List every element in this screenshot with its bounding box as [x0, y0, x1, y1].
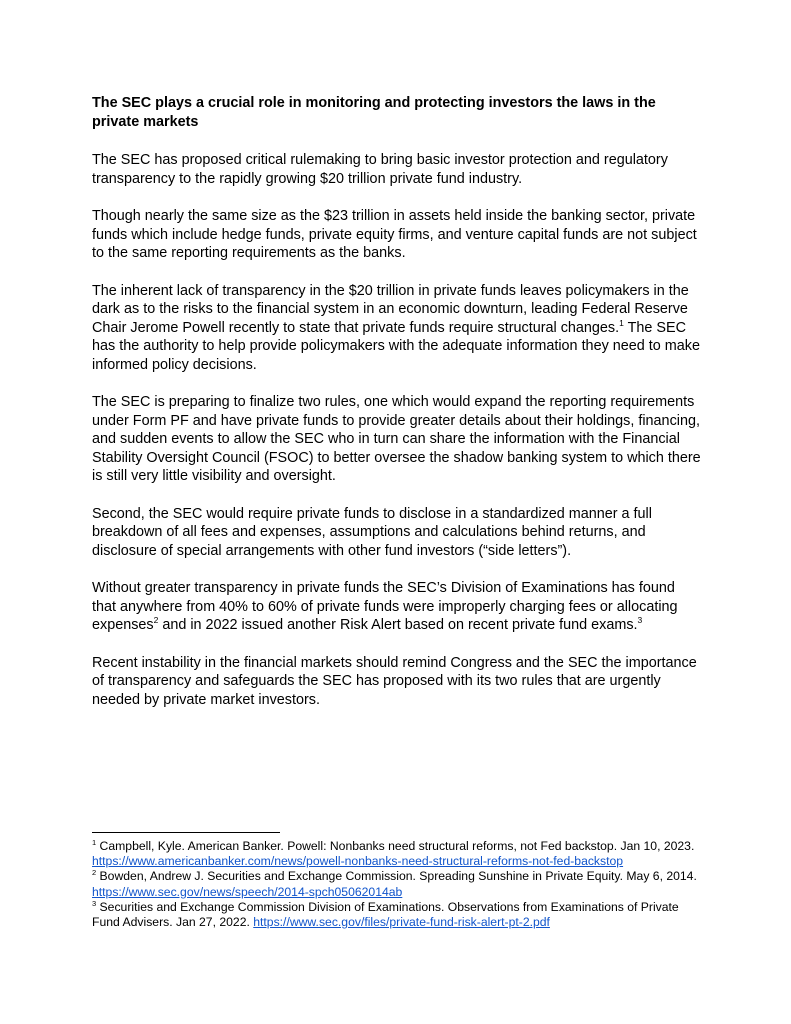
footnote-3	[92, 900, 707, 930]
paragraph-6	[92, 579, 702, 635]
footnote-text: Securities and Exchange Commission Division of Examinations. Observations from Examinations of Private Fund Advisers. Jan 27, 2022.	[92, 899, 679, 930]
paragraph-7: Recent instability in the financial markets should remind Congress and the SEC the importance of transparency and safeguards the SEC has proposed with its two rules that are urgently needed by private market investors.	[92, 654, 697, 708]
paragraph-2: Though nearly the same size as the $23 trillion in assets held inside the banking sector, private funds which include hedge funds, private equity firms, and venture capital funds are not subject to the same reporting requirements as the banks.	[92, 208, 697, 261]
footnote-ref-3[interactable]: 3	[637, 615, 643, 625]
footnote-link[interactable]: https://www.sec.gov/news/speech/2014-spch05062014ab	[92, 884, 403, 899]
footnote-link[interactable]: https://www.sec.gov/files/private-fund-risk-alert-pt-2.pdf	[253, 915, 550, 930]
document-body	[92, 94, 702, 709]
footnote-2	[92, 869, 707, 899]
paragraph-3-text-b: The SEC has the authority to help provide policymakers with the adequate information they need to make informed policy decisions.	[92, 319, 700, 373]
footnote-number: 2	[92, 868, 97, 878]
footnote-separator	[92, 832, 280, 833]
paragraph-6-text-b: and in 2022 issued another Risk Alert based on recent private fund exams.	[158, 617, 638, 633]
footnotes	[92, 832, 707, 930]
paragraph-4: The SEC is preparing to finalize two rules, one which would expand the reporting requirements under Form PF and have private funds to provide greater details about their holdings, financing, and sudden events to allow the SEC who in turn can share the information with the Financial Stability Oversight Council (FSOC) to better oversee the shadow banking system to which there is still very little visibility and oversight.	[92, 394, 701, 484]
footnote-ref-1[interactable]: 1	[619, 317, 624, 328]
footnote-1	[92, 839, 707, 869]
footnote-link[interactable]: https://www.americanbanker.com/news/powell-nonbanks-need-structural-reforms-not-fed-backstop	[92, 854, 624, 869]
footnote-number: 3	[92, 898, 97, 908]
paragraph-3-text-a: The inherent lack of transparency in the $20 trillion in private funds leaves policymakers in the dark as to the risks to the financial system in an economic downturn, leading Federal Reserve Chair Jerome Powell recently to state that private funds require structural changes.	[92, 282, 689, 336]
paragraph-5: Second, the SEC would require private funds to disclose in a standardized manner a full breakdown of all fees and expenses, assumptions and calculations behind returns, and disclosure of special arrangements with other fund investors (“side letters”).	[92, 505, 652, 559]
page-title: The SEC plays a crucial role in monitoring and protecting investors the laws in the private markets	[92, 95, 656, 130]
footnote-number: 1	[92, 838, 97, 847]
paragraph-1: The SEC has proposed critical rulemaking to bring basic investor protection and regulatory transparency to the rapidly growing $20 trillion private fund industry.	[92, 152, 668, 187]
footnote-ref-2[interactable]: 2	[153, 615, 159, 625]
footnote-text: Bowden, Andrew J. Securities and Exchange Commission. Spreading Sunshine in Private Equity. May 6, 2014.	[96, 869, 697, 884]
paragraph-6-text-a: Without greater transparency in private funds the SEC’s Division of Examinations has found that anywhere from 40% to 60% of private funds were improperly charging fees or allocating expenses	[92, 580, 678, 633]
paragraph-3	[92, 282, 702, 375]
footnote-text: Campbell, Kyle. American Banker. Powell: Nonbanks need structural reforms, not Fed backstop. Jan 10, 2023.	[96, 839, 695, 853]
